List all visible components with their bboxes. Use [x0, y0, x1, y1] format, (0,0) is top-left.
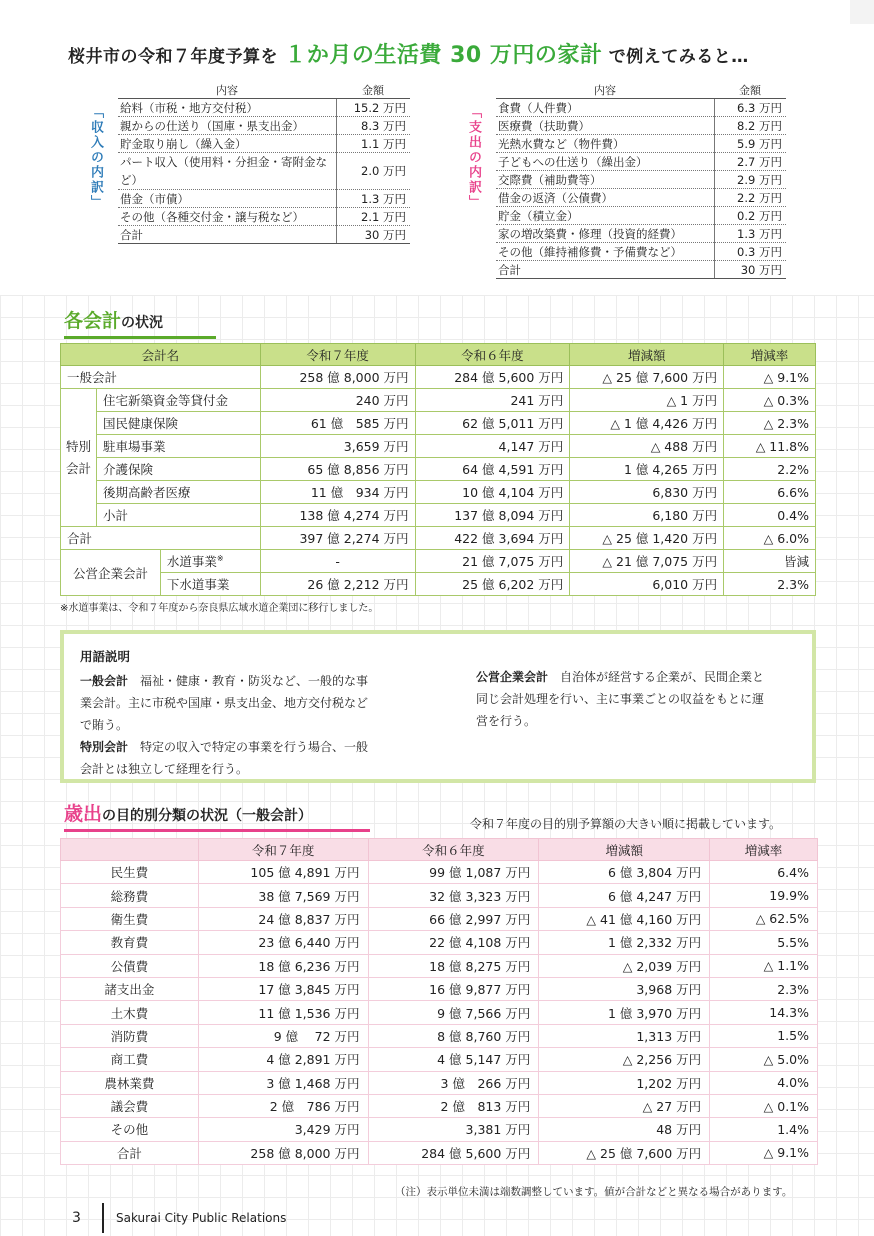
exp-header-r6: 令和６年度	[368, 839, 539, 861]
amount-cell: 6.3 万円	[714, 99, 786, 117]
cell-r6: 32 億 3,323 万円	[368, 884, 539, 907]
amount-cell: 1.3 万円	[336, 190, 410, 208]
cell-r6: 422 億 3,694 万円	[415, 527, 570, 550]
amount-cell: 0.2 万円	[714, 207, 786, 225]
cell-r7: 18 億 6,236 万円	[198, 954, 368, 977]
amount-cell: 30 万円	[714, 261, 786, 279]
table-row	[61, 884, 818, 907]
item-cell: パート収入（使用料・分担金・寄附金など）	[118, 153, 336, 190]
cell-name: 教育費	[61, 931, 199, 954]
exp-header-diff: 増減額	[539, 839, 710, 861]
cell-r7: 23 億 6,440 万円	[198, 931, 368, 954]
cell-name: 総務費	[61, 884, 199, 907]
row-name: 住宅新築資金等貸付金	[96, 389, 260, 412]
table-row	[61, 504, 816, 527]
cell-diff: 6,830 万円	[570, 481, 724, 504]
acct-header-diff: 増減額	[570, 344, 724, 366]
cell-r7: 4 億 2,891 万円	[198, 1048, 368, 1071]
cell-diff: 1,313 万円	[539, 1024, 710, 1047]
bottom-note: （注）表示単位未満は端数調整しています。値が合計などと異なる場合があります。	[395, 1186, 793, 1198]
amount-cell: 2.7 万円	[714, 153, 786, 171]
cell-rate: 5.5%	[710, 931, 818, 954]
cell-r6: 10 億 4,104 万円	[415, 481, 570, 504]
cell-r7: 65 億 8,856 万円	[260, 458, 415, 481]
item-cell: その他（各種交付金・譲与税など）	[118, 208, 336, 226]
table-row	[61, 389, 816, 412]
cell-rate: △ 0.3%	[724, 389, 816, 412]
item-cell: 光熱水費など（物件費）	[496, 135, 714, 153]
cell-r7: 11 億 934 万円	[260, 481, 415, 504]
table-row	[118, 208, 410, 226]
acct-header-rate: 増減率	[724, 344, 816, 366]
table-row	[118, 190, 410, 208]
item-cell: 借金の返済（公債費）	[496, 189, 714, 207]
title-prefix: 桜井市の令和７年度予算を	[68, 47, 278, 67]
cell-r7: 17 億 3,845 万円	[198, 977, 368, 1000]
item-cell: 医療費（扶助費）	[496, 117, 714, 135]
glossary-item-public	[476, 666, 806, 732]
cell-rate: △ 62.5%	[710, 907, 818, 930]
cell-r7: 24 億 8,837 万円	[198, 907, 368, 930]
table-row	[61, 458, 816, 481]
table-row	[61, 977, 818, 1000]
cell-r7: 258 億 8,000 万円	[260, 366, 415, 389]
table-row	[118, 117, 410, 135]
cell-name: 消防費	[61, 1024, 199, 1047]
page-title	[68, 38, 848, 69]
expenditure-heading-sub: の目的別分類の状況（一般会計）	[102, 808, 313, 824]
cell-diff: 3,968 万円	[539, 977, 710, 1000]
row-name: 一般会計	[61, 366, 261, 389]
cell-diff: △ 27 万円	[539, 1094, 710, 1117]
row-name: 介護保険	[96, 458, 260, 481]
cell-name: 公債費	[61, 954, 199, 977]
cell-rate: △ 0.1%	[710, 1094, 818, 1117]
glossary-desc: 特定の収入で特定の事業を行う場合、一般	[128, 740, 369, 754]
exp-header-name	[61, 839, 199, 861]
cell-r7: 258 億 8,000 万円	[198, 1141, 368, 1164]
cell-rate: △ 11.8%	[724, 435, 816, 458]
table-row	[61, 954, 818, 977]
table-row	[496, 225, 786, 243]
amount-cell: 8.3 万円	[336, 117, 410, 135]
glossary-desc: 同じ会計処理を行い、主に事業ごとの収益をもとに運	[476, 692, 765, 706]
glossary-desc: 福祉・健康・教育・防災など、一般的な事	[128, 674, 369, 688]
cell-r6: 284 億 5,600 万円	[368, 1141, 539, 1164]
item-cell: 食費（人件費）	[496, 99, 714, 117]
footnote-mark: ※	[216, 553, 224, 563]
glossary-desc: 会計とは独立して経理を行う。	[80, 762, 249, 776]
cell-rate: 19.9%	[710, 884, 818, 907]
cell-diff: 6 億 3,804 万円	[539, 861, 710, 884]
cell-name: その他	[61, 1118, 199, 1141]
item-cell: 借金（市債）	[118, 190, 336, 208]
cell-r6: 4 億 5,147 万円	[368, 1048, 539, 1071]
table-row	[61, 573, 816, 596]
cell-rate: 2.2%	[724, 458, 816, 481]
cell-rate: 0.4%	[724, 504, 816, 527]
table-row	[61, 366, 816, 389]
cell-r6: 3 億 266 万円	[368, 1071, 539, 1094]
row-name: 合計	[61, 527, 261, 550]
cell-diff: 1 億 2,332 万円	[539, 931, 710, 954]
cell-rate: △ 5.0%	[710, 1048, 818, 1071]
table-row	[61, 1024, 818, 1047]
glossary-term: 一般会計	[80, 674, 129, 688]
table-row	[61, 550, 816, 573]
table-row	[61, 931, 818, 954]
cell-r7: 397 億 2,274 万円	[260, 527, 415, 550]
row-name: 小計	[96, 504, 260, 527]
income-table	[118, 82, 410, 244]
acct-header-r7: 令和７年度	[260, 344, 415, 366]
cell-diff: △ 25 億 7,600 万円	[570, 366, 724, 389]
cell-r7: 2 億 786 万円	[198, 1094, 368, 1117]
table-row	[118, 135, 410, 153]
cell-diff: △ 41 億 4,160 万円	[539, 907, 710, 930]
amount-cell: 0.3 万円	[714, 243, 786, 261]
cell-name: 農林業費	[61, 1071, 199, 1094]
row-name-text: 水道事業	[166, 554, 217, 569]
cell-r7: 105 億 4,891 万円	[198, 861, 368, 884]
expenditure-heading	[64, 799, 370, 832]
item-cell: その他（維持補修費・予備費など）	[496, 243, 714, 261]
glossary-desc: 自治体が経営する企業が、民間企業と	[548, 670, 765, 684]
table-row	[61, 1094, 818, 1117]
amount-cell: 2.9 万円	[714, 171, 786, 189]
cell-r6: 66 億 2,997 万円	[368, 907, 539, 930]
cell-r6: 18 億 8,275 万円	[368, 954, 539, 977]
cell-rate: △ 9.1%	[710, 1141, 818, 1164]
cell-diff: △ 25 億 7,600 万円	[539, 1141, 710, 1164]
table-row	[496, 99, 786, 117]
table-row	[61, 1048, 818, 1071]
item-cell: 交際費（補助費等）	[496, 171, 714, 189]
cell-rate: 皆減	[724, 550, 816, 573]
expense-header-amount: 金額	[714, 82, 786, 99]
row-name: 下水道事業	[160, 573, 260, 596]
cell-r7: 9 億 72 万円	[198, 1024, 368, 1047]
cell-r6: 99 億 1,087 万円	[368, 861, 539, 884]
item-cell: 貯金取り崩し（繰入金）	[118, 135, 336, 153]
cell-rate: 6.4%	[710, 861, 818, 884]
glossary-item-special	[80, 736, 420, 780]
cell-rate: 1.4%	[710, 1118, 818, 1141]
glossary-desc: で賄う。	[80, 718, 129, 732]
cell-rate: 2.3%	[724, 573, 816, 596]
glossary-title: 用語説明	[80, 649, 131, 664]
item-cell: 給料（市税・地方交付税）	[118, 99, 336, 117]
cell-r7: 3,429 万円	[198, 1118, 368, 1141]
acct-header-name: 会計名	[61, 344, 261, 366]
item-cell: 合計	[118, 226, 336, 244]
cell-rate: △ 9.1%	[724, 366, 816, 389]
table-row	[496, 171, 786, 189]
cell-r6: 9 億 7,566 万円	[368, 1001, 539, 1024]
cell-r6: 8 億 8,760 万円	[368, 1024, 539, 1047]
table-row	[61, 481, 816, 504]
table-row	[61, 907, 818, 930]
exp-header-rate: 増減率	[710, 839, 818, 861]
exp-header-r7: 令和７年度	[198, 839, 368, 861]
cell-r7: 138 億 4,274 万円	[260, 504, 415, 527]
glossary-item-general	[80, 670, 420, 736]
cell-name: 衛生費	[61, 907, 199, 930]
row-name: 後期高齢者医療	[96, 481, 260, 504]
cell-r6: 62 億 5,011 万円	[415, 412, 570, 435]
cell-diff: △ 2,256 万円	[539, 1048, 710, 1071]
cell-diff: 1 億 4,265 万円	[570, 458, 724, 481]
page-footer	[72, 1203, 286, 1233]
title-suffix: で例えてみると…	[608, 47, 749, 67]
cell-name: 土木費	[61, 1001, 199, 1024]
table-row	[61, 1001, 818, 1024]
publication-name: Sakurai City Public Relations	[116, 1211, 287, 1225]
income-label: 「収入の内訳」	[88, 105, 103, 210]
cell-r6: 3,381 万円	[368, 1118, 539, 1141]
special-label: 特別会計	[61, 389, 97, 527]
cell-r6: 64 億 4,591 万円	[415, 458, 570, 481]
table-row	[61, 861, 818, 884]
cell-r6: 16 億 9,877 万円	[368, 977, 539, 1000]
accounts-heading	[64, 306, 216, 339]
public-label: 公営企業会計	[61, 550, 161, 596]
expense-header-item: 内容	[496, 82, 714, 99]
cell-diff: 48 万円	[539, 1118, 710, 1141]
amount-cell: 2.2 万円	[714, 189, 786, 207]
accounts-table	[60, 343, 816, 596]
row-name: 国民健康保険	[96, 412, 260, 435]
page-corner	[850, 0, 874, 24]
cell-diff: △ 21 億 7,075 万円	[570, 550, 724, 573]
accounts-heading-main: 各会計	[64, 310, 122, 332]
cell-diff: 6 億 4,247 万円	[539, 884, 710, 907]
glossary-term: 特別会計	[80, 740, 129, 754]
amount-cell: 30 万円	[336, 226, 410, 244]
amount-cell: 1.1 万円	[336, 135, 410, 153]
amount-cell: 2.1 万円	[336, 208, 410, 226]
title-highlight: １か月の生活費 30 万円の家計	[284, 43, 603, 68]
cell-r7: 61 億 585 万円	[260, 412, 415, 435]
page-number: 3	[72, 1210, 81, 1226]
table-row	[496, 207, 786, 225]
expenditure-table	[60, 838, 818, 1165]
cell-r7: -	[260, 550, 415, 573]
cell-r6: 4,147 万円	[415, 435, 570, 458]
table-row	[496, 243, 786, 261]
item-cell: 合計	[496, 261, 714, 279]
table-row	[61, 1071, 818, 1094]
expenditure-heading-main: 歳出	[64, 803, 103, 825]
cell-r7: 26 億 2,212 万円	[260, 573, 415, 596]
cell-diff: 1 億 3,970 万円	[539, 1001, 710, 1024]
cell-diff: △ 488 万円	[570, 435, 724, 458]
cell-name: 議会費	[61, 1094, 199, 1117]
cell-r6: 22 億 4,108 万円	[368, 931, 539, 954]
table-row	[496, 135, 786, 153]
cell-r7: 38 億 7,569 万円	[198, 884, 368, 907]
cell-diff: 6,180 万円	[570, 504, 724, 527]
cell-diff: △ 25 億 1,420 万円	[570, 527, 724, 550]
income-header-item: 内容	[118, 82, 336, 99]
cell-r6: 284 億 5,600 万円	[415, 366, 570, 389]
cell-rate: 14.3%	[710, 1001, 818, 1024]
accounts-footnote: ※水道事業は、令和７年度から奈良県広域水道企業団に移行しました。	[60, 603, 379, 614]
glossary-desc: 営を行う。	[476, 714, 537, 728]
table-row	[118, 99, 410, 117]
glossary-box	[60, 630, 816, 783]
cell-r7: 3 億 1,468 万円	[198, 1071, 368, 1094]
cell-name: 合計	[61, 1141, 199, 1164]
amount-cell: 5.9 万円	[714, 135, 786, 153]
cell-name: 諸支出金	[61, 977, 199, 1000]
item-cell: 親からの仕送り（国庫・県支出金）	[118, 117, 336, 135]
cell-rate: 1.5%	[710, 1024, 818, 1047]
cell-name: 商工費	[61, 1048, 199, 1071]
amount-cell: 15.2 万円	[336, 99, 410, 117]
cell-name: 民生費	[61, 861, 199, 884]
item-cell: 貯金（積立金）	[496, 207, 714, 225]
expense-label: 「支出の内訳」	[466, 105, 481, 210]
expenditure-note: 令和７年度の目的別予算額の大きい順に掲載しています。	[470, 817, 782, 831]
amount-cell: 8.2 万円	[714, 117, 786, 135]
table-row	[61, 527, 816, 550]
footer-divider	[102, 1203, 104, 1233]
cell-r6: 2 億 813 万円	[368, 1094, 539, 1117]
cell-diff: △ 1 億 4,426 万円	[570, 412, 724, 435]
cell-rate: 2.3%	[710, 977, 818, 1000]
table-row	[496, 189, 786, 207]
row-name	[160, 550, 260, 573]
cell-r7: 240 万円	[260, 389, 415, 412]
cell-diff: △ 1 万円	[570, 389, 724, 412]
cell-r6: 137 億 8,094 万円	[415, 504, 570, 527]
amount-cell: 2.0 万円	[336, 153, 410, 190]
cell-r7: 11 億 1,536 万円	[198, 1001, 368, 1024]
table-row	[61, 412, 816, 435]
cell-r6: 25 億 6,202 万円	[415, 573, 570, 596]
expense-table	[496, 82, 786, 279]
table-row	[61, 1118, 818, 1141]
cell-rate: △ 6.0%	[724, 527, 816, 550]
cell-diff: △ 2,039 万円	[539, 954, 710, 977]
cell-r7: 3,659 万円	[260, 435, 415, 458]
income-header-amount: 金額	[336, 82, 410, 99]
cell-diff: 6,010 万円	[570, 573, 724, 596]
table-row	[61, 1141, 818, 1164]
item-cell: 家の増改築費・修理（投資的経費）	[496, 225, 714, 243]
table-row	[118, 153, 410, 190]
item-cell: 子どもへの仕送り（繰出金）	[496, 153, 714, 171]
acct-header-r6: 令和６年度	[415, 344, 570, 366]
glossary-desc: 業会計。主に市税や国庫・県支出金、地方交付税など	[80, 696, 369, 710]
glossary-term: 公営企業会計	[476, 670, 549, 684]
table-row	[496, 153, 786, 171]
cell-r6: 21 億 7,075 万円	[415, 550, 570, 573]
table-row	[496, 117, 786, 135]
cell-diff: 1,202 万円	[539, 1071, 710, 1094]
row-name: 駐車場事業	[96, 435, 260, 458]
table-row	[496, 261, 786, 279]
cell-rate: △ 2.3%	[724, 412, 816, 435]
table-row	[61, 435, 816, 458]
cell-rate: 4.0%	[710, 1071, 818, 1094]
cell-rate: 6.6%	[724, 481, 816, 504]
amount-cell: 1.3 万円	[714, 225, 786, 243]
cell-rate: △ 1.1%	[710, 954, 818, 977]
table-row	[118, 226, 410, 244]
accounts-heading-sub: の状況	[121, 315, 164, 331]
cell-r6: 241 万円	[415, 389, 570, 412]
